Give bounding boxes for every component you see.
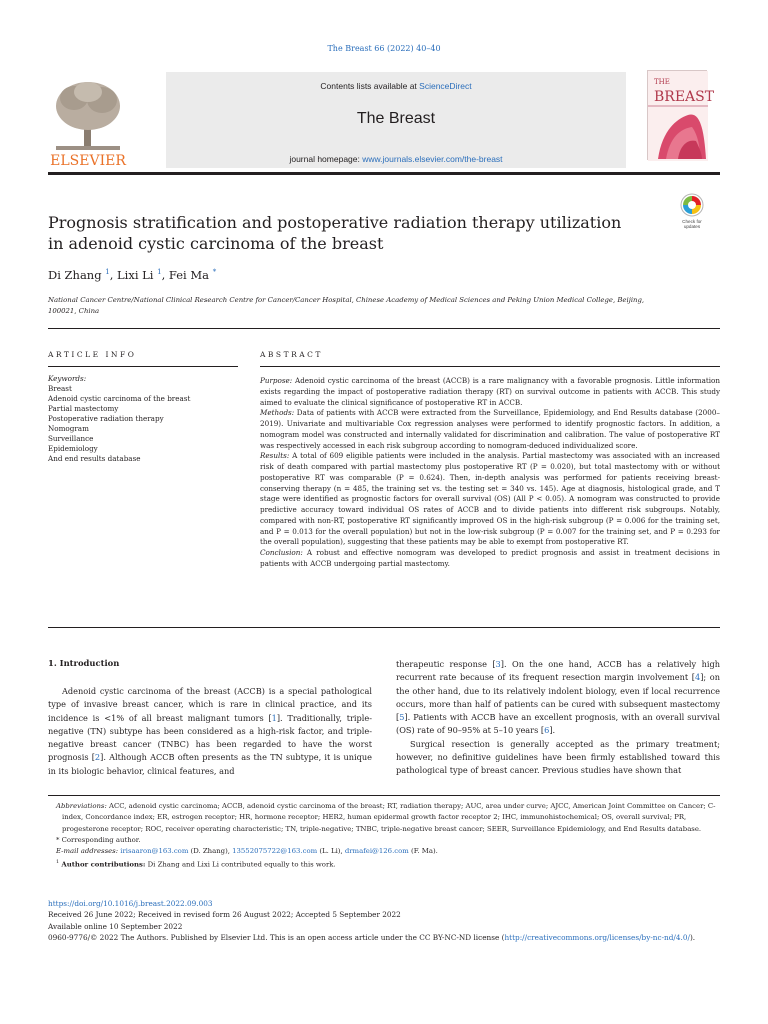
journal-citation[interactable]: The Breast 66 (2022) 40–40 <box>327 44 441 53</box>
doi-link[interactable]: https://doi.org/10.1016/j.breast.2022.09.003 <box>48 899 213 908</box>
cover-title-line2: BREAST <box>654 89 715 105</box>
intro-column-left <box>48 685 372 778</box>
reference-link[interactable]: 3 <box>495 659 501 669</box>
homepage-line <box>166 154 626 164</box>
publication-info <box>48 898 720 944</box>
keyword[interactable]: And end results database <box>48 454 141 463</box>
abstract-purpose <box>260 376 720 408</box>
check-for-updates-label: Check for <box>682 219 702 224</box>
abstract-methods-text: Data of patients with ACCB were extracted from the Surveillance, Epidemiology, and End Results database (2000–2019). Univariate and multivariable Cox regression analyses were performed to identify prognostic factors. In addition, a nomogram model was constructed and internally validated for discrimination and calibration. The value of postoperative RT was respectively accessed in each risk subgroup according to nomogram-deduced individualized score. <box>260 408 720 450</box>
journal-cover[interactable] <box>647 70 715 160</box>
body-paragraph <box>48 685 372 778</box>
elsevier-logo[interactable] <box>48 76 128 170</box>
abstract-methods <box>260 408 720 451</box>
keyword[interactable]: Surveillance <box>48 434 94 443</box>
cover-image <box>648 71 715 161</box>
abstract-purpose-label: Purpose: <box>260 376 293 385</box>
abstract-heading: ABSTRACT <box>260 350 323 359</box>
abstract-conclusion-label: Conclusion: <box>260 548 303 557</box>
reference-link[interactable]: 6 <box>544 725 550 736</box>
body-text: ]. Traditionally, triple-negative (TN) subtype has been considered as a high-risk factor, and triple-negative breast cancer (TNBC) has been regarded to have the worst prognosis [ <box>48 712 372 763</box>
divider <box>260 366 720 367</box>
keyword[interactable]: Nomogram <box>48 424 89 433</box>
divider <box>48 627 720 628</box>
body-text: ]. Although ACCB often presents as the TN subtype, it is unique in its biologic behavior, clinical features, and <box>48 752 372 776</box>
abbreviations-label: Abbreviations: <box>56 802 107 810</box>
author-name[interactable]: Di Zhang <box>48 268 102 282</box>
received-dates: Received 26 June 2022; Received in revised form 26 August 2022; Accepted 5 September 2022 <box>48 910 401 920</box>
section-heading: 1. Introduction <box>48 658 120 668</box>
journal-banner <box>166 72 626 168</box>
body-text: therapeutic response [ <box>396 659 496 669</box>
affiliation: National Cancer Centre/National Clinical Research Centre for Cancer/Cancer Hospital, Chinese Academy of Medical Sciences and Peking Union Medical College, Beijing, 100021, China <box>48 296 645 315</box>
email-label: E-mail addresses: <box>56 847 119 856</box>
corresponding-author-mark[interactable]: * <box>212 268 217 276</box>
license-suffix: ). <box>689 933 696 943</box>
check-for-updates-label-2: updates <box>683 224 701 229</box>
abstract-results <box>260 451 720 548</box>
abstract-results-label: Results: <box>260 451 290 461</box>
keyword[interactable]: Postoperative radiation therapy <box>48 414 164 423</box>
author-separator: , <box>109 268 114 282</box>
footnotes <box>48 801 720 871</box>
license-link[interactable]: http://creativecommons.org/licenses/by-nc-nd/4.0/ <box>504 933 690 943</box>
contribution-text: Di Zhang and Lixi Li contributed equally to this work. <box>145 860 336 869</box>
body-text: ]. Patients with ACCB have an excellent prognosis, with an overall survival (OS) rate of 90–95% at 5–10 years [ <box>396 712 720 736</box>
email-link[interactable]: irisaaron@163.com <box>120 847 189 856</box>
contents-prefix: Contents lists available at <box>320 81 420 91</box>
reference-link[interactable]: 4 <box>695 672 701 683</box>
body-paragraph: Surgical resection is generally accepted as the primary treatment; however, no definitive guidelines have been firmly established toward this pathological type of breast cancer. Previous studies have shown that <box>396 738 720 776</box>
footnote-mark: 1 <box>56 859 60 866</box>
cover-title-line1: THE <box>654 78 670 86</box>
author-name[interactable]: Lixi Li <box>117 268 154 282</box>
body-text: ]; on the other hand, due to its relatively indolent biology, even if local recurrence occurs, more than half of patients can be cured with subsequent mastectomy [ <box>396 672 720 723</box>
abstract-purpose-text: Adenoid cystic carcinoma of the breast (ACCB) is a rare malignancy with a favorable prognosis. Little information exists regarding the impact of postoperative radiation therapy (RT) on survival outcome in patients with ACCB. This study aimed to evaluate the clinical significance of postoperative RT in ACCB. <box>260 376 720 407</box>
reference-link[interactable]: 5 <box>399 712 405 723</box>
author-name[interactable]: Fei Ma <box>168 268 210 282</box>
keywords-block <box>48 374 238 464</box>
author-affiliation-mark[interactable]: 1 <box>157 268 162 276</box>
body-text: Adenoid cystic carcinoma of the breast (ACCB) is a special pathological type of invasive breast cancer, which is rare in clinical practice, and its incidence is <1% of all breast malignant tumors [ <box>48 686 372 723</box>
email-owner: (L. Li), <box>317 847 345 856</box>
divider <box>48 795 720 796</box>
email-owner: (D. Zhang), <box>188 847 233 856</box>
homepage-prefix: journal homepage: <box>289 154 363 164</box>
available-date: Available online 10 September 2022 <box>48 921 183 931</box>
check-for-updates-button[interactable] <box>678 193 706 231</box>
abbreviations-footnote <box>48 801 720 835</box>
keyword[interactable]: Breast <box>48 384 72 393</box>
contents-line <box>166 81 626 91</box>
email-owner: (F. Ma). <box>408 847 438 856</box>
corresponding-footnote: * Corresponding author. <box>56 835 141 844</box>
article-info-heading: ARTICLE INFO <box>48 350 137 359</box>
contribution-label: Author contributions: <box>61 860 146 869</box>
author-list <box>48 268 216 282</box>
body-text: ]. <box>549 725 556 736</box>
license-text: 0960-9776/© 2022 The Authors. Published by Elsevier Ltd. This is an open access article under the CC BY-NC-ND license ( <box>48 933 505 943</box>
email-link[interactable]: 13552075722@163.com <box>232 847 318 856</box>
divider <box>48 328 720 329</box>
keyword[interactable]: Adenoid cystic carcinoma of the breast <box>48 394 191 403</box>
reference-link[interactable]: 1 <box>271 712 277 723</box>
email-footnote <box>48 846 720 857</box>
contribution-footnote <box>48 857 720 871</box>
keywords-label: Keywords: <box>48 374 87 383</box>
abstract-conclusion <box>260 548 720 570</box>
abstract-conclusion-text: A robust and effective nomogram was developed to predict prognosis and assist in treatment decisions in patients with ACCB undergoing partial mastectomy. <box>260 548 720 568</box>
author-separator: , <box>161 268 166 282</box>
keyword[interactable]: Partial mastectomy <box>48 404 119 413</box>
abstract-body <box>260 376 720 570</box>
sciencedirect-link[interactable]: ScienceDirect <box>419 81 472 91</box>
divider <box>48 366 238 367</box>
license-line <box>48 932 720 943</box>
email-link[interactable]: drmafei@126.com <box>344 847 409 856</box>
abbreviations-text: ACC, adenoid cystic carcinoma; ACCB, adenoid cystic carcinoma of the breast; RT, radiation therapy; AUC, area under curve; AJCC, American Joint Committee on Cancer; C-index, Concordance index; ER, estrogen receptor; HR, hormone receptor; HER2, human epidermal growth factor receptor 2; IHC, immunohistochemical; OS, overall survival; PR, progesterone receptor; ROC, receiver operating characteristic; TN, triple-negative; TNBC, triple-negative breast cancer; SEER, Surveillance Epidemiology, and End Results database. <box>62 802 716 833</box>
homepage-link[interactable]: www.journals.elsevier.com/the-breast <box>362 154 503 164</box>
abstract-results-text: A total of 609 eligible patients were included in the analysis. Partial mastectomy was associated with an increased risk of death compared with partial mastectomy plus postoperative RT (P = 0.020), but total mastectomy with or without postoperative RT was comparable (P = 0.624). Then, in-depth analysis was performed for patients receiving breast-conserving therapy (n = 485, the training set vs. the testing set = 340 vs. 145). Age at diagnosis, histological grade, and T stage were identified as prognostic factors for overall survival (OS) (All P < 0.05). A nomogram was constructed to provide predictive accuracy toward individual OS rates of ACCB and to divide patients into different risk subgroups. Notably, compared with non-RT, postoperative RT significantly improved OS in the high-risk subgroup (P = 0.006 for the training set, and P = 0.013 for the overall population) but not in the low-risk subgroup (P = 0.007 for the training set, and P = 0.293 for the overall population), suggesting that these patients may be able to exempt from postoperative RT. <box>260 451 720 547</box>
elsevier-wordmark: ELSEVIER <box>50 153 126 169</box>
reference-link[interactable]: 2 <box>94 752 101 763</box>
check-for-updates-icon <box>678 193 706 231</box>
intro-column-right <box>396 658 720 778</box>
abstract-methods-label: Methods: <box>260 408 295 418</box>
article-title: Prognosis stratification and postoperative radiation therapy utilization in adenoid cystic carcinoma of the breast <box>48 213 622 253</box>
body-text: ]. On the one hand, ACCB has a relatively high recurrent rate because of its frequent resection margin involvement [ <box>396 659 720 683</box>
elsevier-tree-icon <box>48 76 128 170</box>
keyword[interactable]: Epidemiology <box>48 444 98 453</box>
author-affiliation-mark[interactable]: 1 <box>105 268 110 276</box>
header-rule <box>48 172 720 175</box>
body-paragraph <box>396 658 720 738</box>
journal-title: The Breast <box>356 110 436 127</box>
journal-header <box>48 70 720 172</box>
